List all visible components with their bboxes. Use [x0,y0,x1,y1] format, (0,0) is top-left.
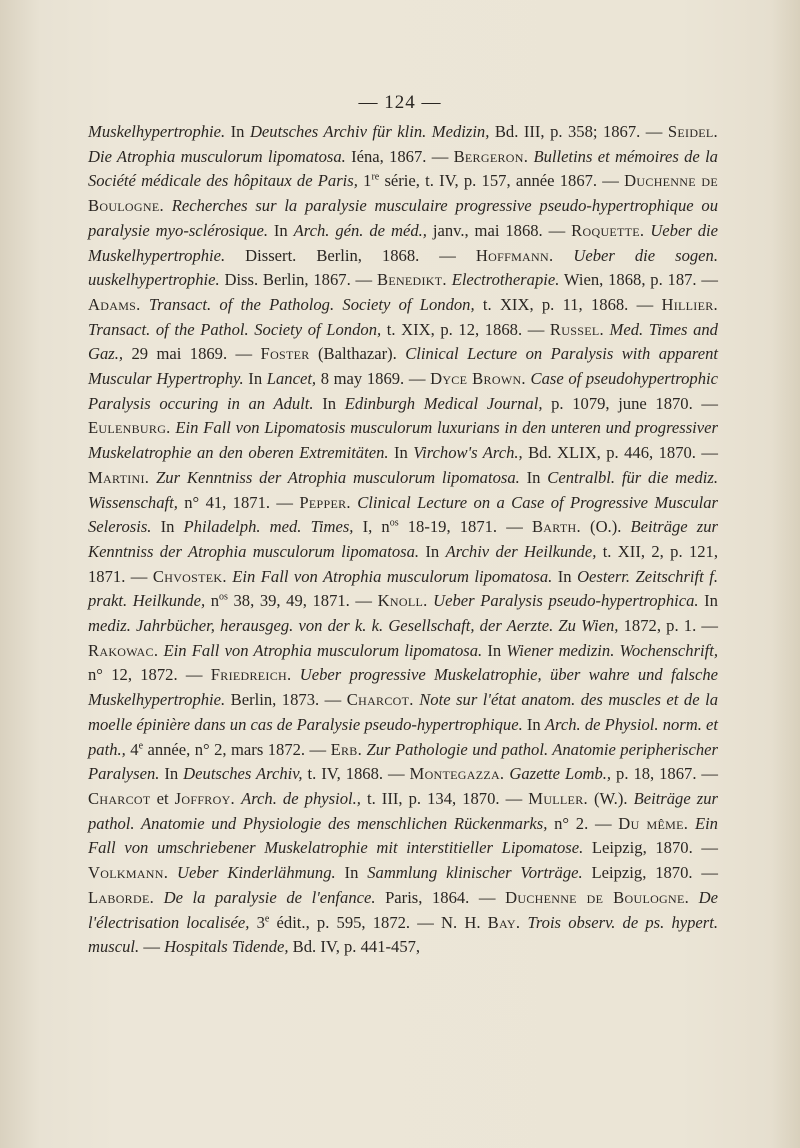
author-name: Erb. [330,739,363,759]
plain-text: 1872, p. 1. — [618,616,719,636]
italic-title: Trois observ. de ps. hypert. muscul. [88,912,718,957]
plain-text: Wien, 1868, p. 187. — [559,270,718,290]
italic-title: Deutsches Archiv für klin. Medizin, [249,122,490,141]
plain-text: 18-19, 1871. — [398,517,532,537]
italic-title: Deutsches Archiv, [183,764,303,784]
plain-text: In [519,467,548,487]
author-name: Muller. [528,788,588,808]
plain-text: 3 [249,912,265,932]
italic-title: Transact. of the Patholog. Society of London, [148,294,475,314]
superscript: os [219,591,228,603]
italic-title: Bulletins et mémoires de la Société médicale des hôpitaux de Paris, [88,146,718,191]
italic-title: De la paralysie de l'enfance. [163,887,376,907]
plain-text [141,295,149,314]
plain-text: Diss. Berlin, 1867. — [219,270,377,290]
plain-text: In [225,122,250,141]
author-name: Eulenburg. [88,418,171,438]
italic-title: Note sur l'état anatom. des muscles et de la moelle épinière dans un cas de Paralysie pseudo-hypertrophique. [88,690,718,734]
italic-title: Sammlung klinischer Vorträge. [367,863,583,883]
italic-title: Electrotherapie. [451,270,560,290]
plain-text: — [139,937,165,957]
italic-title: Wiener medizin. Wochenschrift, [506,640,719,660]
plain-text: In [698,591,718,611]
plain-text: t. III, p. 134, 1870. — [360,788,529,808]
author-name: Bay. [487,912,521,932]
italic-title: Ueber die sogen. uuskelhypertrophie. [88,245,718,290]
plain-text [553,246,573,265]
plain-text: In [159,764,184,784]
italic-title: Case of pseudohypertrophic Paralysis occuring in an Adult. [88,369,718,413]
author-name: Barth. [531,517,581,537]
italic-title: Ein Fall von Lipomatosis musculorum luxurians in den unteren und progressiver Muskelatrophie an den oberen Extremitäten. [88,418,718,463]
plain-text: In [267,220,294,240]
plain-text: p. 18, 1867. — [611,764,719,784]
author-name: Bergeron. [453,146,529,166]
superscript: e [264,912,270,924]
plain-text: Bd. III, p. 358; 1867. — [489,122,668,141]
italic-title: Arch. de physiol., [241,788,361,808]
plain-text [520,913,527,932]
author-name: Knoll. [377,591,428,611]
plain-text: In [151,517,184,537]
plain-text: (W.). [587,788,634,808]
italic-title: De l'électrisation localisée, [88,887,718,932]
plain-text: t. XII, 2, p. 121, 1871. — [88,541,718,586]
author-name: Duchenne de Boulogne. [88,171,718,216]
plain-text: n° 41, 1871. — [177,492,300,512]
author-name: Seidel. [667,122,718,141]
italic-title: Ein Fall von Atrophia musculorum lipomatosa. [232,566,553,586]
italic-title: Clinical Lecture on Paralysis with apparent Muscular Hypertrophy. [88,344,718,389]
italic-title: Muskelhypertrophie. [88,122,226,141]
author-name: Martini. [88,467,150,487]
plain-text: série, t. IV, p. 157, année 1867. — [379,171,625,191]
plain-text: Bd. XLIX, p. 446, 1870. — [522,443,718,463]
author-name: Joffroy. [174,788,235,808]
plain-text [689,888,699,907]
plain-text: n° 12, 1872. — [88,665,211,685]
plain-text: In [388,443,414,463]
italic-title: Transact. of the Pathol. Society of London, [88,319,382,339]
author-name: Dyce Brown. [430,369,526,389]
plain-text: In [522,714,545,734]
plain-text [168,863,177,882]
plain-text: (O.). [580,517,631,537]
plain-text: n [205,591,219,611]
plain-text [688,814,695,833]
italic-title: Arch. de Physiol. norm. et path., [88,714,719,759]
author-name: Foster [260,344,310,364]
plain-text: I, n [353,517,390,537]
italic-title: Ueber progressive Muskelatrophie, über wahre und falsche Muskelhypertrophie. [88,665,718,710]
bibliography-paragraph [88,120,718,960]
italic-title: Clinical Lecture on a Case of Progressive Muscular Selerosis. [88,492,718,537]
superscript: re [371,171,380,183]
plain-text: Dissert. Berlin, 1868. — [225,245,476,265]
superscript: e [138,740,144,752]
italic-title: Archiv der Heilkunde, [445,541,597,561]
plain-text: Iéna, 1867. — [345,146,454,166]
plain-text: Bd. IV, p. 441-457, [288,937,421,957]
plain-text: n° 2. — [547,813,619,833]
italic-title: Beiträge zur Kenntniss der Atrophia musculorum lipomatosa. [88,517,718,561]
plain-text: 38, 39, 49, 1871. — [227,591,378,611]
author-name: Duchenne de Boulogne. [505,887,690,907]
author-name: Hillier. [661,294,718,314]
author-name: Friedreich. [210,665,292,685]
plain-text: Berlin, 1873. — [225,690,347,710]
plain-text: Paris, 1864. — [375,887,506,907]
superscript: os [389,517,399,529]
plain-text: année, n° 2, mars 1872. — [143,739,331,759]
plain-text: In [552,566,578,586]
italic-title: Ueber die Muskelhypertrophie. [88,220,718,265]
italic-title: Ein Fall von umschriebener Muskelatrophie mit interstitieller Lipomatose. [88,813,718,858]
plain-text: t. XIX, p. 11, 1868. — [474,294,662,314]
plain-text: 1 [357,171,372,191]
author-name: Adams. [88,294,141,314]
plain-text: p. 1079, june 1870. — [542,393,718,413]
plain-text: Leipzig, 1870. — [582,863,718,883]
plain-text: 29 mai 1869. — [123,344,261,364]
author-name: Rakowac. [88,640,159,660]
page-number: — 124 — [358,92,442,113]
author-name: Charcot. [346,690,414,710]
plain-text: 8 may 1869. — [316,369,431,389]
plain-text: (Balthazar). [309,344,406,364]
author-name: Pepper. [299,492,351,512]
author-name: Roquette. [571,220,645,240]
author-name: Laborde. [88,887,155,907]
plain-text: janv., mai 1868. — [426,220,572,240]
plain-text [291,665,299,684]
plain-text: t. XIX, p. 12, 1868. — [381,319,550,339]
italic-title: Zur Kenntniss der Atrophia musculorum lipomatosa. [156,467,520,487]
italic-title: mediz. Jahrbücher, herausgeg. von der k. k. Gesellschaft, der Aerzte. Zu Wien, [88,616,619,636]
plain-text: In [243,369,267,389]
author-name: Russel. [549,319,604,339]
italic-title: Oesterr. Zeitschrift f. prakt. Heilkunde, [88,566,718,611]
author-name: Montegazza. [409,764,505,784]
plain-text: In [482,640,507,660]
plain-text [164,196,172,215]
italic-title: Zur Pathologie und pathol. Anatomie peripherischer Paralysen. [88,739,718,784]
author-name: Volkmann. [88,863,169,883]
italic-title: Hospitals Tidende, [164,937,289,957]
plain-text: édit., p. 595, 1872. — N. H. [269,912,488,932]
italic-title: Die Atrophia musculorum lipomatosa. [88,146,346,166]
italic-title: Recherches sur la paralysie musculaire progressive pseudo-hypertrophique ou paralysie myo-sclérosique. [88,196,718,240]
italic-title: Gazette Lomb., [509,764,612,784]
author-name: Benedikt. [376,270,447,290]
italic-title: Virchow's Arch., [413,443,523,463]
plain-text: et [150,788,175,808]
plain-text: t. IV, 1868. — [302,764,410,784]
italic-title: Ueber Kinderlähmung. [177,863,336,883]
plain-text: In [335,863,368,883]
italic-title: Beiträge zur pathol. Anatomie und Physiologie des menschlichen Rückenmarks, [88,788,718,833]
author-name: Chvostek. [152,566,227,586]
italic-title: Edinburgh Medical Journal, [344,393,543,413]
italic-title: Lancet, [266,369,317,389]
italic-title: Centralbl. für die mediz. Wissenschaft, [88,467,718,512]
author-name: Du même. [618,813,689,833]
italic-title: Philadelph. med. Times, [183,517,354,537]
author-name: Hoffmann. [475,245,554,265]
plain-text: Leipzig, 1870. — [583,838,718,858]
italic-title: Ein Fall von Atrophia musculorum lipomatosa. [163,640,483,660]
plain-text: 4 [125,739,139,759]
italic-title: Arch. gén. de méd., [293,220,427,240]
author-name: Charcot [88,788,151,808]
plain-text [154,888,164,907]
plain-text: In [419,541,446,561]
italic-title: Med. Times and Gaz., [88,319,718,364]
plain-text: In [313,393,345,413]
italic-title: Ueber Paralysis pseudo-hypertrophica. [433,591,699,611]
